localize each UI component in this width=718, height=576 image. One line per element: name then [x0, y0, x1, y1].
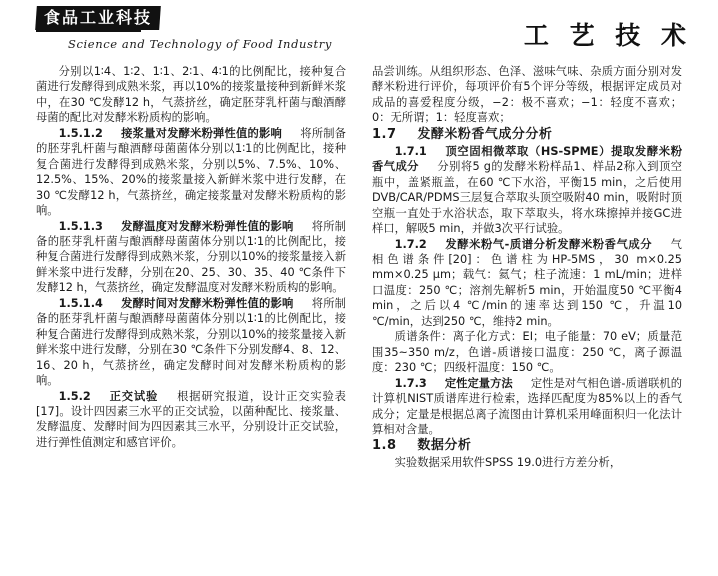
masthead-rule [36, 30, 141, 32]
section-title: 工 艺 技 术 [523, 21, 692, 50]
paragraph-172-number: 1.7.2 [394, 237, 427, 251]
paragraph-1513-heading: 发酵温度对发酵米粉弹性值的影响 [121, 219, 294, 233]
heading-17-number: 1.7 [372, 126, 397, 142]
paragraph-152-text: 根据研究报道，设计正交实验表[17]。设计四因素三水平的正交试验，以菌种配比、接浆量、发酵温度、发酵时间为四因素其三水平，分别设计正交试验，进行弹性值测定和感官评价。 [36, 389, 346, 449]
heading-18-text: 数据分析 [417, 438, 472, 454]
journal-english-title: Science and Technology of Food Industry [68, 37, 332, 51]
paragraph-1513-text: 将所制备的胚芽乳杆菌与酿酒酵母菌菌体分别以1∶1的比例配比，接种复合菌进行发酵得到成熟米浆，分别以10%的接浆量接入新鲜米浆中进行发酵，分别在20、25、30、35、40 ℃条件下发酵12 h，气蒸挤丝，确定发酵温度对发酵米粉质构的影响。 [36, 219, 346, 295]
paragraph-171 [372, 144, 682, 237]
paragraph-171-number: 1.7.1 [394, 144, 427, 158]
paragraph-1512 [36, 126, 346, 219]
paragraph-1513 [36, 219, 346, 296]
paragraph-1512-text: 将所制备的胚芽乳杆菌与酿酒酵母菌菌体分别以1∶1的比例配比，接种复合菌进行发酵得到成熟米浆，分别以5%、7.5%、10%、12.5%、15%、20%的接浆量接入新鲜米浆中进行发酵，在30 ℃发酵12 h，气蒸挤丝，确定接浆量对发酵米粉质构的影响。 [36, 126, 346, 218]
journal-logo [35, 6, 161, 30]
paragraph-1514 [36, 296, 346, 389]
masthead [0, 0, 718, 62]
heading-17-text: 发酵米粉香气成分分析 [417, 126, 553, 142]
left-column [36, 64, 346, 450]
paragraph-ratio-intro: 分别以1∶4、1∶2、1∶1、2∶1、4∶1的比例配比，接种复合菌进行发酵得到成熟米浆，再以10%的接浆量接种到新鲜米浆中，在30 ℃发酵12 h，气蒸挤丝，确定胚芽乳杆菌与酿酒酵母菌的配比对发酵米粉质构的影响。 [36, 65, 346, 125]
paragraph-173-text: 定性是对气相色谱-质谱联机的计算机NIST质谱库进行检索，选择匹配度为85%以上的香气成分；定量是根据总离子流图由计算机采用峰面积归一化法计算相对含量。 [372, 376, 682, 436]
paragraph-173-number: 1.7.3 [394, 376, 427, 390]
paragraph-1514-heading: 发酵时间对发酵米粉弹性值的影响 [121, 296, 294, 310]
paragraph-1514-number: 1.5.1.4 [58, 296, 103, 310]
paragraph-1514-text: 将所制备的胚芽乳杆菌与酿酒酵母菌菌体分别以1∶1的比例配比，接种复合菌进行发酵得到成熟米浆，分别以10%的接浆量接入新鲜米浆中进行发酵，分别在30 ℃条件下分别发酵4、8、12、16、20 h，气蒸挤丝，确定发酵时间对发酵米粉质构的影响。 [36, 296, 346, 388]
right-column [372, 64, 682, 471]
body-columns [0, 64, 718, 572]
heading-18-number: 1.8 [372, 438, 397, 454]
journal-logo-text: 食品工业科技 [44, 8, 153, 27]
paragraph-152-heading: 正交试验 [108, 389, 159, 403]
paragraph-1512-number: 1.5.1.2 [58, 126, 103, 140]
paragraph-1512-heading: 接浆量对发酵米粉弹性值的影响 [121, 126, 282, 140]
heading-18 [372, 437, 682, 455]
paragraph-173-heading: 定性定量方法 [444, 376, 513, 390]
paragraph-sensory-training: 品尝训练。从组织形态、色泽、滋味气味、杂质方面分别对发酵米粉进行评价，每项评价有5个评分等级，根据评定成员对成品的喜爱程度分级，−2：极不喜欢；−1：轻度不喜欢；0：无所谓；1：轻度喜欢； [372, 65, 682, 125]
paragraph-173 [372, 376, 682, 438]
paragraph-171-text: 分别将5 g的发酵米粉样品1、样品2称入到顶空瓶中，盖紧瓶盖，在60 ℃下水浴，平衡15 min，之后使用DVB/CAR/PDMS三层复合萃取头顶空吸附40 min，吸附时顶空瓶一直处于水浴状态，取下萃取头，将水珠擦掉并接GC进样口，解吸5 min，并做3次平行试验。 [372, 160, 682, 236]
paragraph-data-analysis: 实验数据采用软件SPSS 19.0进行方差分析， [394, 456, 622, 470]
paragraph-ms-conditions: 质谱条件：离子化方式：EI；电子能量：70 eV；质量范围35~350 m/z，色谱-质谱接口温度：250 ℃，离子源温度：230 ℃；四级杆温度：150 ℃。 [372, 330, 682, 375]
paragraph-152-number: 1.5.2 [58, 389, 91, 403]
paragraph-172 [372, 237, 682, 330]
paragraph-172-heading: 发酵米粉气-质谱分析发酵米粉香气成分 [444, 237, 653, 251]
paragraph-171-heading: 顶空固相微萃取（HS-SPME）提取发酵米粉香气成分 [372, 144, 682, 174]
heading-17 [372, 126, 682, 144]
paragraph-152 [36, 389, 346, 451]
paragraph-172-text: 气相色谱条件[20]：色谱柱为HP-5MS，30 m×0.25 mm×0.25 μm；载气：氦气；柱子流速：1 mL/min；进样口温度：250 ℃；溶剂先解析5 min，开始温度50 ℃平衡4 min，之后以4 ℃/min的速率达到150 ℃，升温10 ℃/min，达到250 ℃，维持2 min。 [372, 237, 682, 328]
paragraph-1513-number: 1.5.1.3 [58, 219, 103, 233]
